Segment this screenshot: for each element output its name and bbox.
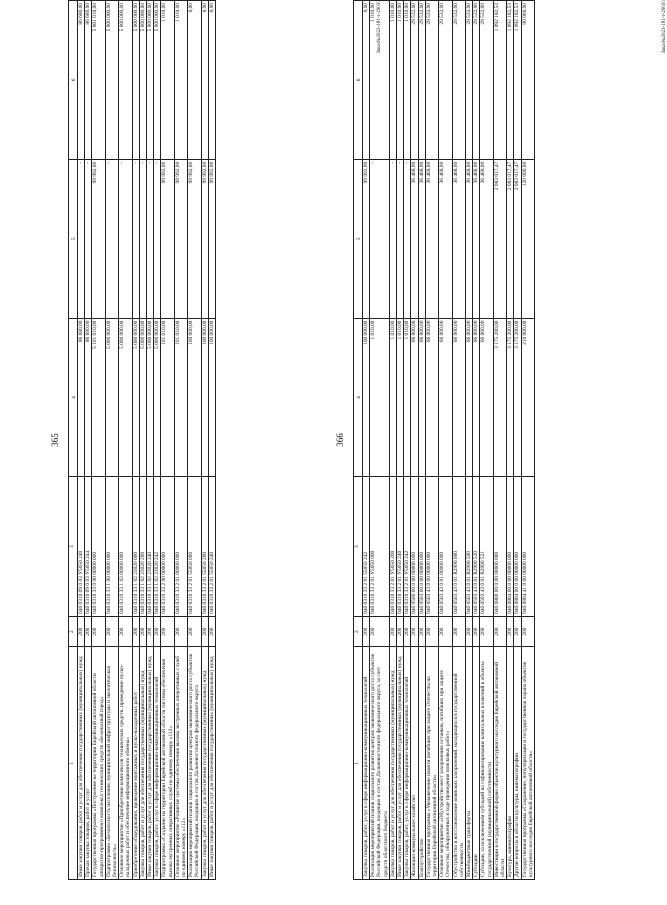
table-row: [404, 1, 411, 880]
row-kbk: 040 0804 00 0 00 00000 000: [514, 477, 521, 617]
row-name: Другие вопросы в области культуры, кинематографии: [514, 647, 521, 880]
row-name: Иные закупки товаров, работ и услуг для обеспечения государственных (муниципальных) нужд: [78, 647, 85, 880]
row-kbk: 040 0503 43 0 01 R2990 000: [452, 477, 465, 617]
row-amount-5: -: [404, 159, 411, 318]
row-code: 200: [154, 616, 161, 647]
row-name: Государственная программа «Построение на территории Еврейской автономной области аппаратно-программного комплекса технических средств «Безопасный город»: [92, 647, 105, 880]
table-row: [78, 1, 85, 880]
row-amount-4: 3 175 200,00: [514, 318, 521, 477]
row-amount-5: -: [154, 159, 161, 318]
col-header-6: 6: [354, 1, 363, 160]
table-row: [439, 1, 452, 880]
row-name: Субсидии, за исключением субсидий на софинансирование капитальных вложений в объекты государственной (муниципальной) собственности: [480, 647, 493, 880]
row-amount-6: 29 532,00: [418, 1, 425, 160]
row-amount-6: 8,00: [188, 1, 201, 160]
row-kbk: 040 0310 33 1 02 00000 000: [119, 477, 132, 617]
table-row: [370, 1, 390, 880]
row-amount-6: 8,00: [208, 1, 215, 160]
row-amount-6: 29 532,00: [480, 1, 493, 160]
row-amount-5: 99 992,00: [161, 159, 174, 318]
table-row: [493, 1, 506, 880]
row-code: 200: [521, 616, 534, 647]
table-row: [208, 1, 215, 880]
row-name: Закупка товаров, работ и услуг для обеспечения государственных (муниципальных) нужд: [389, 647, 396, 880]
row-amount-6: 1 010,00: [389, 1, 396, 160]
row-code: 200: [78, 616, 85, 647]
row-code: 200: [370, 616, 390, 647]
row-kbk: 040 0503 43 0 01 00000 000: [439, 477, 452, 617]
row-kbk: 040 0503 43 0 01 R2990 521: [480, 477, 493, 617]
page-366: [335, 0, 667, 880]
row-name: Закупка товаров, работ, услуг в сфере информационно-коммуникационных технологий: [154, 647, 161, 880]
row-kbk: 040 0503 43 0 00 00000 000: [425, 477, 438, 617]
page-number: 366: [335, 433, 345, 447]
row-amount-5: 99 992,00: [174, 159, 187, 318]
row-amount-4: 5 101 010,00: [92, 318, 105, 477]
row-code: 200: [188, 616, 201, 647]
row-amount-6: 29 532,00: [466, 1, 473, 160]
row-name: Культура, кинематография: [507, 647, 514, 880]
table-row: [119, 1, 132, 880]
row-amount-4: 101 010,00: [161, 318, 174, 477]
row-amount-6: 29 532,00: [411, 1, 418, 160]
row-kbk: 040 0310 33 1 02 23020 240: [147, 477, 154, 617]
col-header-6: 6: [69, 1, 78, 160]
row-code: 200: [147, 616, 154, 647]
row-code: 200: [201, 616, 208, 647]
row-amount-6: 5 000 000,00: [105, 1, 118, 160]
row-kbk: 040 0310 33 0 00 00000 000: [92, 477, 105, 617]
table-row: [507, 1, 514, 880]
row-amount-6: 90 000,00: [521, 1, 534, 160]
row-amount-5: -: [389, 159, 396, 318]
row-kbk: 040 0310 33 2 01 У5050 242: [404, 477, 411, 617]
header-row: [69, 1, 78, 880]
row-amount-5: 36 468,00: [411, 159, 418, 318]
row-amount-4: 1 010,00: [389, 318, 396, 477]
table-row: [139, 1, 146, 880]
row-name: Субсидии: [473, 647, 480, 880]
page-footer: Заказ№2023-181-т-2903\\: [662, 0, 667, 54]
row-kbk: 040 0310 33 2 01 55050 242: [363, 477, 370, 617]
table-row: [161, 1, 174, 880]
table-row: [521, 1, 534, 880]
row-name: Прочая закупка товаров, работ и услуг: [85, 647, 92, 880]
row-code: 200: [119, 616, 132, 647]
page-number: 365: [50, 433, 60, 447]
row-kbk: 040 0310 33 2 01 55050 200: [201, 477, 208, 617]
row-kbk: 040 0310 33 1 00 00000 000: [105, 477, 118, 617]
row-amount-6: 5 001 018,00: [92, 1, 105, 160]
row-name: Иные закупки товаров, работ и услуг для обеспечения государственных (муниципальных) нужд: [397, 647, 404, 880]
row-amount-4: 66 000,00: [425, 318, 438, 477]
row-name: Благоустройство: [418, 647, 425, 880]
row-kbk: 040 0804 00 0 00 00000 000: [507, 477, 514, 617]
row-amount-4: 210 000,00: [521, 318, 534, 477]
row-amount-6: 5 000 000,00: [154, 1, 161, 160]
col-header-3: 3: [354, 477, 363, 617]
row-amount-4: 66 000,00: [411, 318, 418, 477]
row-amount-4: 5 000 000,00: [154, 318, 161, 477]
table-body: [363, 1, 535, 880]
row-code: 200: [208, 616, 215, 647]
row-name: Иные закупки товаров, работ и услуг для обеспечения государственных (муниципальных) нужд: [147, 647, 154, 880]
row-amount-4: 86 680,00: [85, 318, 92, 477]
row-name: Межбюджетные трансферты: [466, 647, 473, 880]
row-amount-4: 5 000 000,00: [119, 318, 132, 477]
row-name: Инвестиции в государственной форме объектов культурного наследия Еврейской автономной области: [493, 647, 506, 880]
row-amount-4: 1 010,00: [404, 318, 411, 477]
row-name: Закупка товаров, работ и услуг для обеспечения государственных (муниципальных) нужд: [139, 647, 146, 880]
col-header-1: 1: [69, 647, 78, 880]
row-amount-5: 2 083 017,47: [493, 159, 506, 318]
table-row: [466, 1, 473, 880]
budget-table: [353, 0, 535, 880]
row-amount-5: 99 992,00: [208, 159, 215, 318]
row-name: Государственная программа «Сохранение, популяризация и государственная охрана объектов культурного наследия Еврейской автономной области»: [521, 647, 534, 880]
row-name: Основное мероприятие «Обустройство мест захоронения останков, погибших при защите Отечества, обнаруженных в ходе проведения поисковых работ»: [439, 647, 452, 880]
row-amount-6: 1 092 182,53: [493, 1, 506, 160]
table-row: [411, 1, 418, 880]
row-amount-5: -: [397, 159, 404, 318]
row-amount-5: 36 468,00: [466, 159, 473, 318]
col-header-4: 4: [69, 318, 78, 477]
row-amount-6: 29 532,00: [425, 1, 438, 160]
row-amount-6: 1 010,00: [370, 1, 390, 160]
row-amount-5: 36 468,00: [473, 159, 480, 318]
row-amount-4: 66 000,00: [439, 318, 452, 477]
row-amount-4: 3 175 200,00: [493, 318, 506, 477]
row-amount-5: -: [147, 159, 154, 318]
row-code: 200: [493, 616, 506, 647]
row-kbk: 040 0310 09 0 03 У5050 240: [78, 477, 85, 617]
row-amount-6: 29 532,00: [439, 1, 452, 160]
row-amount-5: 36 468,00: [439, 159, 452, 318]
row-amount-6: 86 680,00: [78, 1, 85, 160]
table-row: [85, 1, 92, 880]
row-kbk: 040 0310 09 0 03 У5050 244: [85, 477, 92, 617]
row-kbk: 040 0310 33 2 01 55050 240: [208, 477, 215, 617]
table-body: [78, 1, 216, 880]
row-name: Закупка товаров, работ, услуг в сфере информационно-коммуникационных технологий: [404, 647, 411, 880]
table-row: [154, 1, 161, 880]
row-code: 200: [132, 616, 139, 647]
row-name: Реализация мероприятий планов социального развития центров экономического роста субъектов Российской Федерации, входящих в состав Дальневосточного федерального округа: [188, 647, 201, 880]
row-amount-4: 1 010,00: [397, 318, 404, 477]
row-kbk: 040 0310 33 2 01 55050 000: [188, 477, 201, 617]
row-code: 200: [452, 616, 465, 647]
row-code: 200: [514, 616, 521, 647]
table-row: [147, 1, 154, 880]
row-code: 200: [139, 616, 146, 647]
row-code: 200: [404, 616, 411, 647]
table-row: [473, 1, 480, 880]
row-code: 200: [363, 616, 370, 647]
row-amount-6: 1 092 182,53: [507, 1, 514, 160]
row-code: 200: [161, 616, 174, 647]
row-amount-5: -: [132, 159, 139, 318]
row-amount-6: 8,00: [201, 1, 208, 160]
row-amount-6: 29 532,00: [452, 1, 465, 160]
row-amount-5: 99 992,00: [201, 159, 208, 318]
row-amount-4: 5 000 000,00: [139, 318, 146, 477]
row-kbk: 040 0500 00 0 00 00000 000: [411, 477, 418, 617]
row-amount-4: 100 000,00: [363, 318, 370, 477]
row-amount-4: 5 000 000,00: [147, 318, 154, 477]
row-name: Основное мероприятие «Развитие системы обеспечения вызова экстренных оперативных служб по единому номеру «112»: [174, 647, 187, 880]
row-amount-4: 86 680,00: [78, 318, 85, 477]
row-name: Основное мероприятие «Приобретение комплексов технических средств, проведение пуско-наладочных работ и обеспечение информационного обмена»: [119, 647, 132, 880]
row-amount-5: 99 992,00: [188, 159, 201, 318]
table-row: [105, 1, 118, 880]
row-amount-4: 1 010,00: [370, 318, 390, 477]
row-kbk: 040 0310 33 2 01 У5050 240: [397, 477, 404, 617]
row-kbk: 040 0804 41 0 00 00000 000: [521, 477, 534, 617]
row-kbk: 040 0310 33 1 02 23020 242: [154, 477, 161, 617]
table-row: [92, 1, 105, 880]
row-amount-5: 99 992,00: [92, 159, 105, 318]
row-kbk: 040 0310 33 2 01 У5050 200: [389, 477, 396, 617]
row-amount-6: 5 000 000,00: [147, 1, 154, 160]
table-row: [174, 1, 187, 880]
row-kbk: 040 0800 00 0 00 00000 000: [493, 477, 506, 617]
row-code: 200: [411, 616, 418, 647]
row-kbk: 040 0503 00 0 00 00000 000: [418, 477, 425, 617]
row-amount-5: 36 468,00: [425, 159, 438, 318]
row-name: Закупка товаров, работ и услуг для обеспечения государственных (муниципальных) нужд: [201, 647, 208, 880]
row-code: 200: [85, 616, 92, 647]
row-kbk: 040 0310 33 2 00 00000 000: [161, 477, 174, 617]
row-name: Приобретение оборудования, проведение монтажных и пуско-наладочных работ: [132, 647, 139, 880]
row-code: 200: [507, 616, 514, 647]
row-name: Государственная программа «Увековечение памяти погибших при защите Отечества на территории Еврейской автономной области»: [425, 647, 438, 880]
row-amount-6: 5 000 000,00: [132, 1, 139, 160]
row-amount-5: -: [85, 159, 92, 318]
row-name: Закупка товаров, работ, услуг в сфере информационно-коммуникационных технологий: [363, 647, 370, 880]
row-code: 200: [418, 616, 425, 647]
table-row: [201, 1, 208, 880]
row-amount-6: 1 010,00: [397, 1, 404, 160]
header-row: [354, 1, 363, 880]
table-row: [389, 1, 396, 880]
row-kbk: 040 0310 33 1 02 23020 200: [139, 477, 146, 617]
table-row: [188, 1, 201, 880]
row-amount-5: 36 468,00: [452, 159, 465, 318]
page-footer: Заказ№2023-181-т-2903\\: [377, 0, 382, 54]
row-amount-4: 66 000,00: [480, 318, 493, 477]
row-name: Иные закупки товаров, работ и услуг для обеспечения государственных (муниципальных) нужд: [208, 647, 215, 880]
col-header-3: 3: [69, 477, 78, 617]
row-amount-5: 120 000,00: [521, 159, 534, 318]
row-amount-4: 66 000,00: [473, 318, 480, 477]
row-code: 200: [473, 616, 480, 647]
row-amount-4: 5 000 000,00: [105, 318, 118, 477]
row-name: Подпрограмма «Создание на территории Еврейской автономной области системы обеспечения вызова экстренных оперативных служб по единому номеру «112»: [161, 647, 174, 880]
table-row: [514, 1, 521, 880]
col-header-1: 1: [354, 647, 363, 880]
row-amount-5: -: [105, 159, 118, 318]
table-row: [363, 1, 370, 880]
row-amount-4: 66 000,00: [466, 318, 473, 477]
row-amount-5: 99 992,00: [363, 159, 370, 318]
table-row: [132, 1, 139, 880]
row-amount-4: 5 000 000,00: [132, 318, 139, 477]
row-amount-6: 5 000 000,00: [119, 1, 132, 160]
row-amount-4: 3 175 200,00: [507, 318, 514, 477]
table-row: [452, 1, 465, 880]
row-kbk: 040 0310 33 1 02 23020 000: [132, 477, 139, 617]
row-amount-6: 1 092 182,53: [514, 1, 521, 160]
row-code: 200: [389, 616, 396, 647]
row-amount-5: 36 468,00: [418, 159, 425, 318]
row-amount-4: 66 000,00: [418, 318, 425, 477]
row-code: 200: [105, 616, 118, 647]
row-amount-6: 8,00: [363, 1, 370, 160]
row-name: Реализация мероприятий планов социального развития центров экономического роста субъектов Российской Федерации, входящих в состав Дальневосточного федерального округа, за счет средств областного бюджета: [370, 647, 390, 880]
row-code: 200: [466, 616, 473, 647]
row-amount-4: 101 010,00: [174, 318, 187, 477]
row-code: 200: [439, 616, 452, 647]
row-amount-4: 66 000,00: [452, 318, 465, 477]
row-kbk: 040 0503 43 0 01 R2990 500: [466, 477, 473, 617]
col-header-5: 5: [69, 159, 78, 318]
row-kbk: 040 0310 33 2 01 00000 000: [174, 477, 187, 617]
table-row: [480, 1, 493, 880]
row-amount-5: -: [139, 159, 146, 318]
row-amount-5: -: [78, 159, 85, 318]
col-header-4: 4: [354, 318, 363, 477]
row-name: Подпрограмма «Безопасность населения, муниципальной инфраструктуры и экологическая безопасность»: [105, 647, 118, 880]
row-amount-5: -: [119, 159, 132, 318]
row-code: 200: [425, 616, 438, 647]
row-amount-5: 2 083 017,47: [507, 159, 514, 318]
row-amount-5: -: [370, 159, 390, 318]
table-row: [397, 1, 404, 880]
row-code: 200: [397, 616, 404, 647]
row-code: 200: [480, 616, 493, 647]
row-amount-4: 100 000,00: [208, 318, 215, 477]
row-amount-6: 1 010,00: [404, 1, 411, 160]
budget-table: [68, 0, 216, 880]
row-kbk: 040 0503 43 0 01 R2990 520: [473, 477, 480, 617]
table-row: [418, 1, 425, 880]
row-amount-6: 1 018,00: [174, 1, 187, 160]
col-header-2: 2: [354, 616, 363, 647]
table-row: [425, 1, 438, 880]
row-amount-6: 29 532,00: [473, 1, 480, 160]
row-name: Обустройство и восстановление воинских захоронений, находящихся в государственной собственности: [452, 647, 465, 880]
row-kbk: 040 0310 33 2 01 У5050 000: [370, 477, 390, 617]
row-amount-6: 86 680,00: [85, 1, 92, 160]
row-amount-4: 100 000,00: [188, 318, 201, 477]
row-amount-4: 100 000,00: [201, 318, 208, 477]
row-code: 200: [174, 616, 187, 647]
row-code: 200: [92, 616, 105, 647]
col-header-5: 5: [354, 159, 363, 318]
row-name: Жилищно-коммунальное хозяйство: [411, 647, 418, 880]
col-header-2: 2: [69, 616, 78, 647]
row-amount-6: 5 000 000,00: [139, 1, 146, 160]
row-amount-5: 36 468,00: [480, 159, 493, 318]
row-amount-5: 2 083 017,47: [514, 159, 521, 318]
row-amount-6: 1 018,00: [161, 1, 174, 160]
